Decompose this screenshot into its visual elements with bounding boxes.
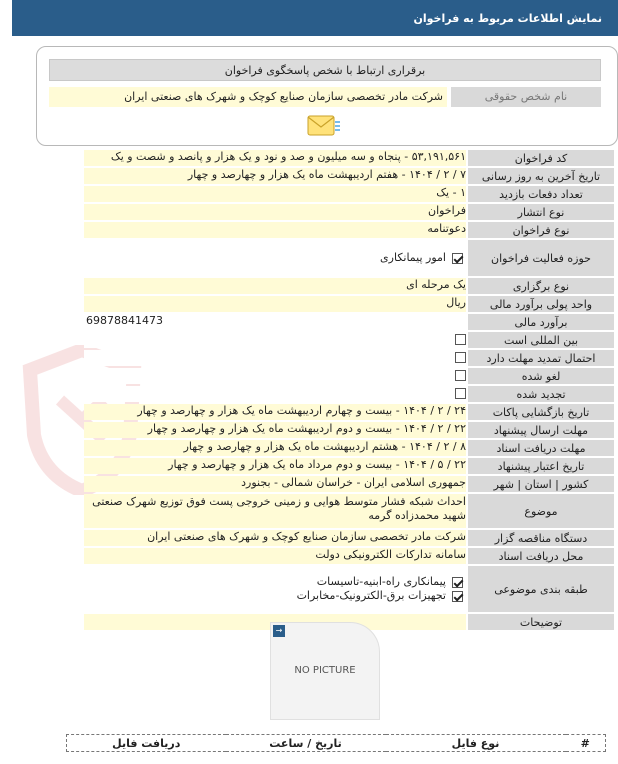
row-organizer <box>84 530 614 546</box>
row-international <box>84 332 614 348</box>
label-location: کشور | استان | شهر <box>466 476 614 492</box>
label-opening-date: تاریخ بازگشایی پاکات <box>466 404 614 420</box>
row-extension <box>84 350 614 366</box>
row-doc-place <box>84 548 614 564</box>
label-tender-type: نوع برگزاری <box>466 278 614 294</box>
enter-icon: → <box>273 625 285 637</box>
label-classification: طبقه بندی موضوعی <box>466 566 614 612</box>
files-col-download: دریافت فایل <box>112 737 181 750</box>
value-activity <box>84 240 466 276</box>
row-submit-deadline <box>84 422 614 438</box>
classification-checkbox[interactable] <box>452 577 463 588</box>
value-classification <box>84 566 466 612</box>
value-publish-type: فراخوان <box>84 204 466 220</box>
row-validity-date <box>84 458 614 474</box>
label-submit-deadline: مهلت ارسال پیشنهاد <box>466 422 614 438</box>
value-opening-date: ۲۴ / ۲ / ۱۴۰۴ - بیست و چهارم اردیبهشت ماه یک هزار و چهارصد و چهار <box>84 404 466 420</box>
legal-person-label: نام شخص حقوقی <box>451 87 601 107</box>
row-classification <box>84 566 614 612</box>
call-details-table <box>84 148 614 632</box>
label-publish-type: نوع انتشار <box>466 204 614 220</box>
no-picture-text: NO PICTURE <box>294 665 356 676</box>
value-currency: ریال <box>84 296 466 312</box>
files-table-header <box>67 735 606 752</box>
classification-option-label: تجهیزات برق-الکترونیک-مخابرات <box>296 589 446 602</box>
value-tender-type: یک مرحله ای <box>84 278 466 294</box>
row-activity <box>84 240 614 276</box>
label-code: کد فراخوان <box>466 150 614 166</box>
value-visits: ۱ - یک <box>84 186 466 202</box>
row-code <box>84 150 614 166</box>
value-estimate: 69878841473 <box>84 314 466 330</box>
activity-option-label: امور پیمانکاری <box>380 251 446 264</box>
row-tender-type <box>84 278 614 294</box>
label-call-type: نوع فراخوان <box>466 222 614 238</box>
renewed-checkbox[interactable] <box>455 388 466 399</box>
row-call-type <box>84 222 614 238</box>
page-title: نمایش اطلاعات مربوط به فراخوان <box>413 12 602 25</box>
classification-checkbox[interactable] <box>452 591 463 602</box>
activity-option <box>84 251 466 265</box>
label-activity: حوزه فعالیت فراخوان <box>466 240 614 276</box>
envelope-icon[interactable] <box>307 113 341 139</box>
value-renewed <box>84 386 466 402</box>
files-col-type: نوع فایل <box>451 737 500 750</box>
activity-checkbox[interactable] <box>452 253 463 264</box>
label-currency: واحد پولی برآورد مالی <box>466 296 614 312</box>
row-renewed <box>84 386 614 402</box>
value-subject: احداث شبکه فشار متوسط هوایی و زمینی خروجی پست فوق توزیع شهرک صنعتی شهید محمدزاده گرمه <box>84 494 466 528</box>
files-col-datetime: تاریخ / ساعت <box>269 737 342 750</box>
classification-option <box>84 575 466 589</box>
label-international: بین المللی است <box>466 332 614 348</box>
value-doc-deadline: ۸ / ۲ / ۱۴۰۴ - هشتم اردیبهشت ماه یک هزار و چهارصد و چهار <box>84 440 466 456</box>
label-doc-deadline: مهلت دریافت اسناد <box>466 440 614 456</box>
extension-checkbox[interactable] <box>455 352 466 363</box>
row-last-update <box>84 168 614 184</box>
row-currency <box>84 296 614 312</box>
row-visits <box>84 186 614 202</box>
value-validity-date: ۲۲ / ۵ / ۱۴۰۴ - بیست و دوم مرداد ماه یک هزار و چهارصد و چهار <box>84 458 466 474</box>
value-last-update: ۷ / ۲ / ۱۴۰۴ - هفتم اردیبهشت ماه یک هزار و چهارصد و چهار <box>84 168 466 184</box>
value-call-type: دعوتنامه <box>84 222 466 238</box>
value-international <box>84 332 466 348</box>
files-col-index: # <box>580 737 590 750</box>
contact-title: برقراری ارتباط با شخص پاسخگوی فراخوان <box>49 59 601 81</box>
label-estimate: برآورد مالی <box>466 314 614 330</box>
page-header <box>12 0 618 36</box>
value-organizer: شرکت مادر تخصصی سازمان صنایع کوچک و شهرک های صنعتی ایران <box>84 530 466 546</box>
files-table <box>66 734 606 752</box>
label-organizer: دستگاه مناقصه گزار <box>466 530 614 546</box>
value-doc-place: سامانه تدارکات الکترونیکی دولت <box>84 548 466 564</box>
label-description: توضیحات <box>466 614 614 630</box>
label-extension: احتمال تمدید مهلت دارد <box>466 350 614 366</box>
value-cancelled <box>84 368 466 384</box>
value-submit-deadline: ۲۲ / ۲ / ۱۴۰۴ - بیست و دوم اردیبهشت ماه یک هزار و چهارصد و چهار <box>84 422 466 438</box>
row-subject <box>84 494 614 528</box>
no-picture-placeholder <box>270 622 380 720</box>
classification-option <box>84 589 466 603</box>
label-subject: موضوع <box>466 494 614 528</box>
label-validity-date: تاریخ اعتبار پیشنهاد <box>466 458 614 474</box>
label-cancelled: لغو شده <box>466 368 614 384</box>
cancelled-checkbox[interactable] <box>455 370 466 381</box>
value-extension <box>84 350 466 366</box>
contact-panel <box>36 46 618 146</box>
row-publish-type <box>84 204 614 220</box>
legal-person-value: شرکت مادر تخصصی سازمان صنایع کوچک و شهرک های صنعتی ایران <box>49 87 447 107</box>
label-visits: تعداد دفعات بازدید <box>466 186 614 202</box>
international-checkbox[interactable] <box>455 334 466 345</box>
value-code: ۵۳,۱۹۱,۵۶۱ - پنجاه و سه میلیون و صد و نود و یک هزار و پانصد و شصت و یک <box>84 150 466 166</box>
row-doc-deadline <box>84 440 614 456</box>
label-renewed: تجدید شده <box>466 386 614 402</box>
label-doc-place: محل دریافت اسناد <box>466 548 614 564</box>
value-location: جمهوری اسلامی ایران - خراسان شمالی - بجنورد <box>84 476 466 492</box>
row-estimate <box>84 314 614 330</box>
row-opening-date <box>84 404 614 420</box>
row-cancelled <box>84 368 614 384</box>
row-location <box>84 476 614 492</box>
legal-person-row <box>49 87 601 107</box>
label-last-update: تاریخ آخرین به روز رسانی <box>466 168 614 184</box>
classification-option-label: پیمانکاری راه-ابنیه-تاسیسات <box>316 575 446 588</box>
